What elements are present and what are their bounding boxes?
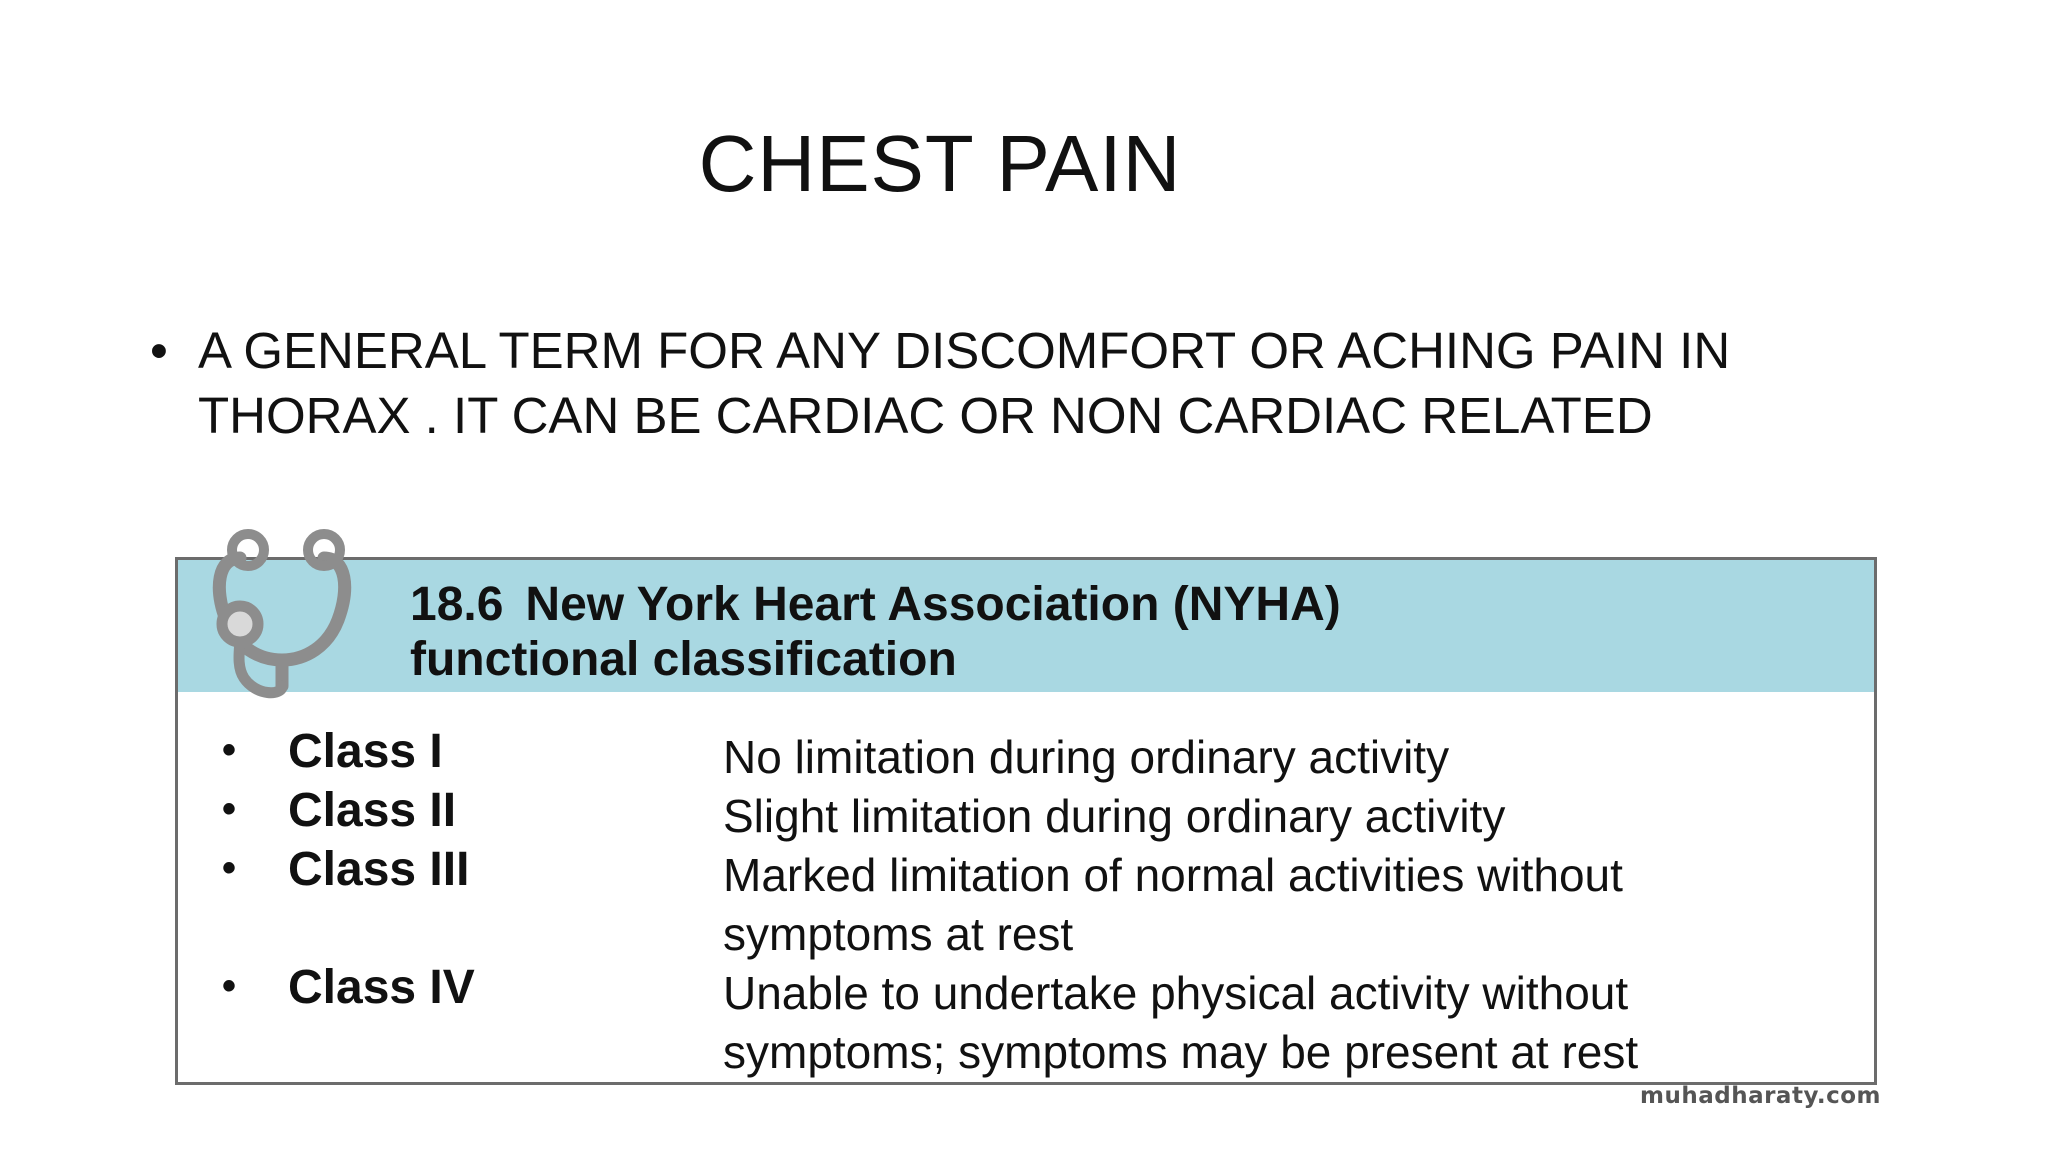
nyha-title-line-2: functional classification	[410, 633, 957, 686]
class-description	[723, 787, 1863, 846]
class-description-line: Marked limitation of normal activities without	[723, 849, 1623, 901]
class-description	[723, 846, 1863, 964]
slide-title: CHEST PAIN	[698, 119, 1182, 208]
class-bullet: •	[222, 846, 237, 890]
class-bullet: •	[222, 787, 237, 831]
class-description-line: symptoms at rest	[723, 908, 1074, 960]
nyha-title: New York Heart Association (NYHA)	[525, 578, 1341, 631]
class-description	[723, 964, 1863, 1082]
class-label: Class III	[288, 843, 470, 896]
bullet-text	[198, 318, 1758, 448]
watermark: muhadharaty.com	[1640, 1083, 1881, 1109]
class-description-line: Slight limitation during ordinary activity	[723, 790, 1506, 842]
class-description-line: Unable to undertake physical activity without	[723, 967, 1629, 1019]
class-label: Class IV	[288, 961, 475, 1014]
bullet-line-2: THORAX . IT CAN BE CARDIAC OR NON CARDIAC RELATED	[198, 387, 1653, 444]
nyha-header	[178, 560, 1874, 692]
nyha-title-line-1	[410, 577, 1341, 632]
class-description-line: No limitation during ordinary activity	[723, 731, 1450, 783]
class-description	[723, 728, 1863, 787]
bullet-line-1: A GENERAL TERM FOR ANY DISCOMFORT OR ACHING PAIN IN	[198, 322, 1731, 379]
stethoscope-icon	[200, 528, 385, 703]
nyha-classification-box	[175, 557, 1877, 1085]
class-description-line: symptoms; symptoms may be present at rest	[723, 1026, 1639, 1078]
section-number: 18.6	[410, 578, 504, 631]
class-bullet: •	[222, 964, 237, 1008]
class-bullet: •	[222, 728, 237, 772]
bullet-marker: •	[150, 322, 168, 379]
class-label: Class II	[288, 784, 457, 837]
class-label: Class I	[288, 725, 443, 778]
